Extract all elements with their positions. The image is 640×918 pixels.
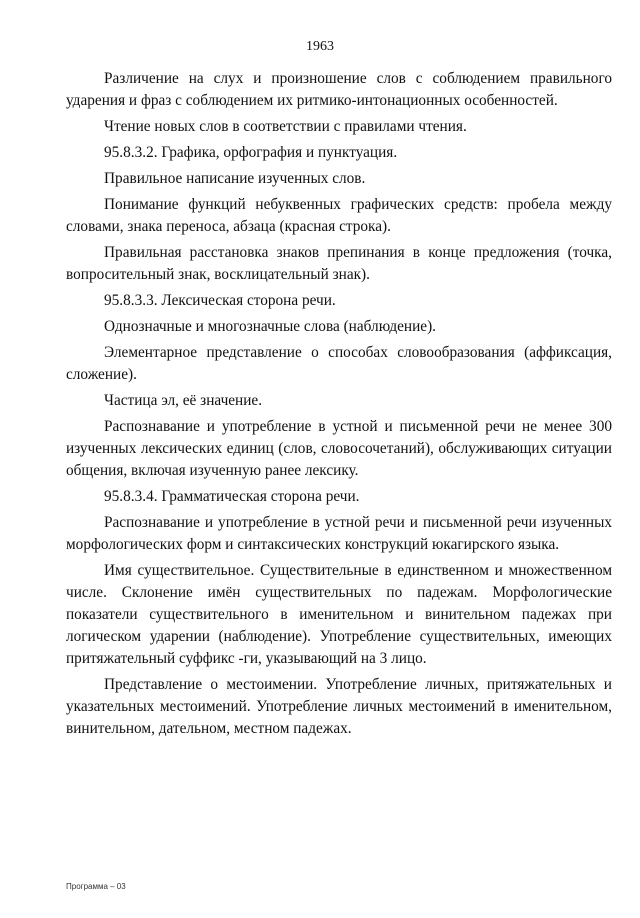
paragraph-pronunciation: Различение на слух и произношение слов с соблюдением правильного ударения и фраз с соблюдением их ритмико-интонационных особенностей. (66, 70, 612, 109)
paragraph-graphic-means: Понимание функций небуквенных графических средств: пробела между словами, знака переноса, абзаца (красная строка). (66, 196, 612, 235)
paragraph-morphology: Распознавание и употребление в устной речи и письменной речи изученных морфологических форм и синтаксических конструкций юкагирского языка. (66, 514, 612, 553)
paragraph-spelling: Правильное написание изученных слов. (104, 170, 366, 187)
paragraph-polysemy: Однозначные и многозначные слова (наблюдение). (104, 318, 436, 335)
section-heading-grammar: 95.8.3.4. Грамматическая сторона речи. (104, 488, 360, 505)
section-heading-graphics: 95.8.3.2. Графика, орфография и пунктуация. (104, 144, 398, 161)
paragraph-noun: Имя существительное. Существительные в единственном и множественном числе. Склонение имён существительных по падежам. Морфологические показатели существительного в именительном и винительном падежах при логическом ударении (наблюдение). Употребление существительных, имеющих притяжательный суффикс -ги, указывающий на 3 лицо. (66, 562, 612, 667)
paragraph-reading-rules: Чтение новых слов в соответствии с правилами чтения. (104, 118, 467, 135)
document-body (66, 68, 612, 744)
paragraph-particle: Частица эл, её значение. (104, 392, 263, 409)
paragraph-punctuation: Правильная расстановка знаков препинания в конце предложения (точка, вопросительный знак, восклицательный знак). (66, 244, 612, 283)
section-heading-lexical: 95.8.3.3. Лексическая сторона речи. (104, 292, 336, 309)
paragraph-lexical-units: Распознавание и употребление в устной и письменной речи не менее 300 изученных лексических единиц (слов, словосочетаний), обслуживающих ситуации общения, включая изученную ранее лексику. (66, 418, 612, 479)
page-footer: Программа – 03 (66, 882, 126, 891)
page-number: 1963 (306, 39, 334, 54)
paragraph-pronoun: Представление о местоимении. Употребление личных, притяжательных и указательных местоимений. Употребление личных местоимений в именительном, винительном, дательном, местном падежах. (66, 676, 612, 737)
paragraph-word-formation: Элементарное представление о способах словообразования (аффиксация, сложение). (66, 344, 612, 383)
